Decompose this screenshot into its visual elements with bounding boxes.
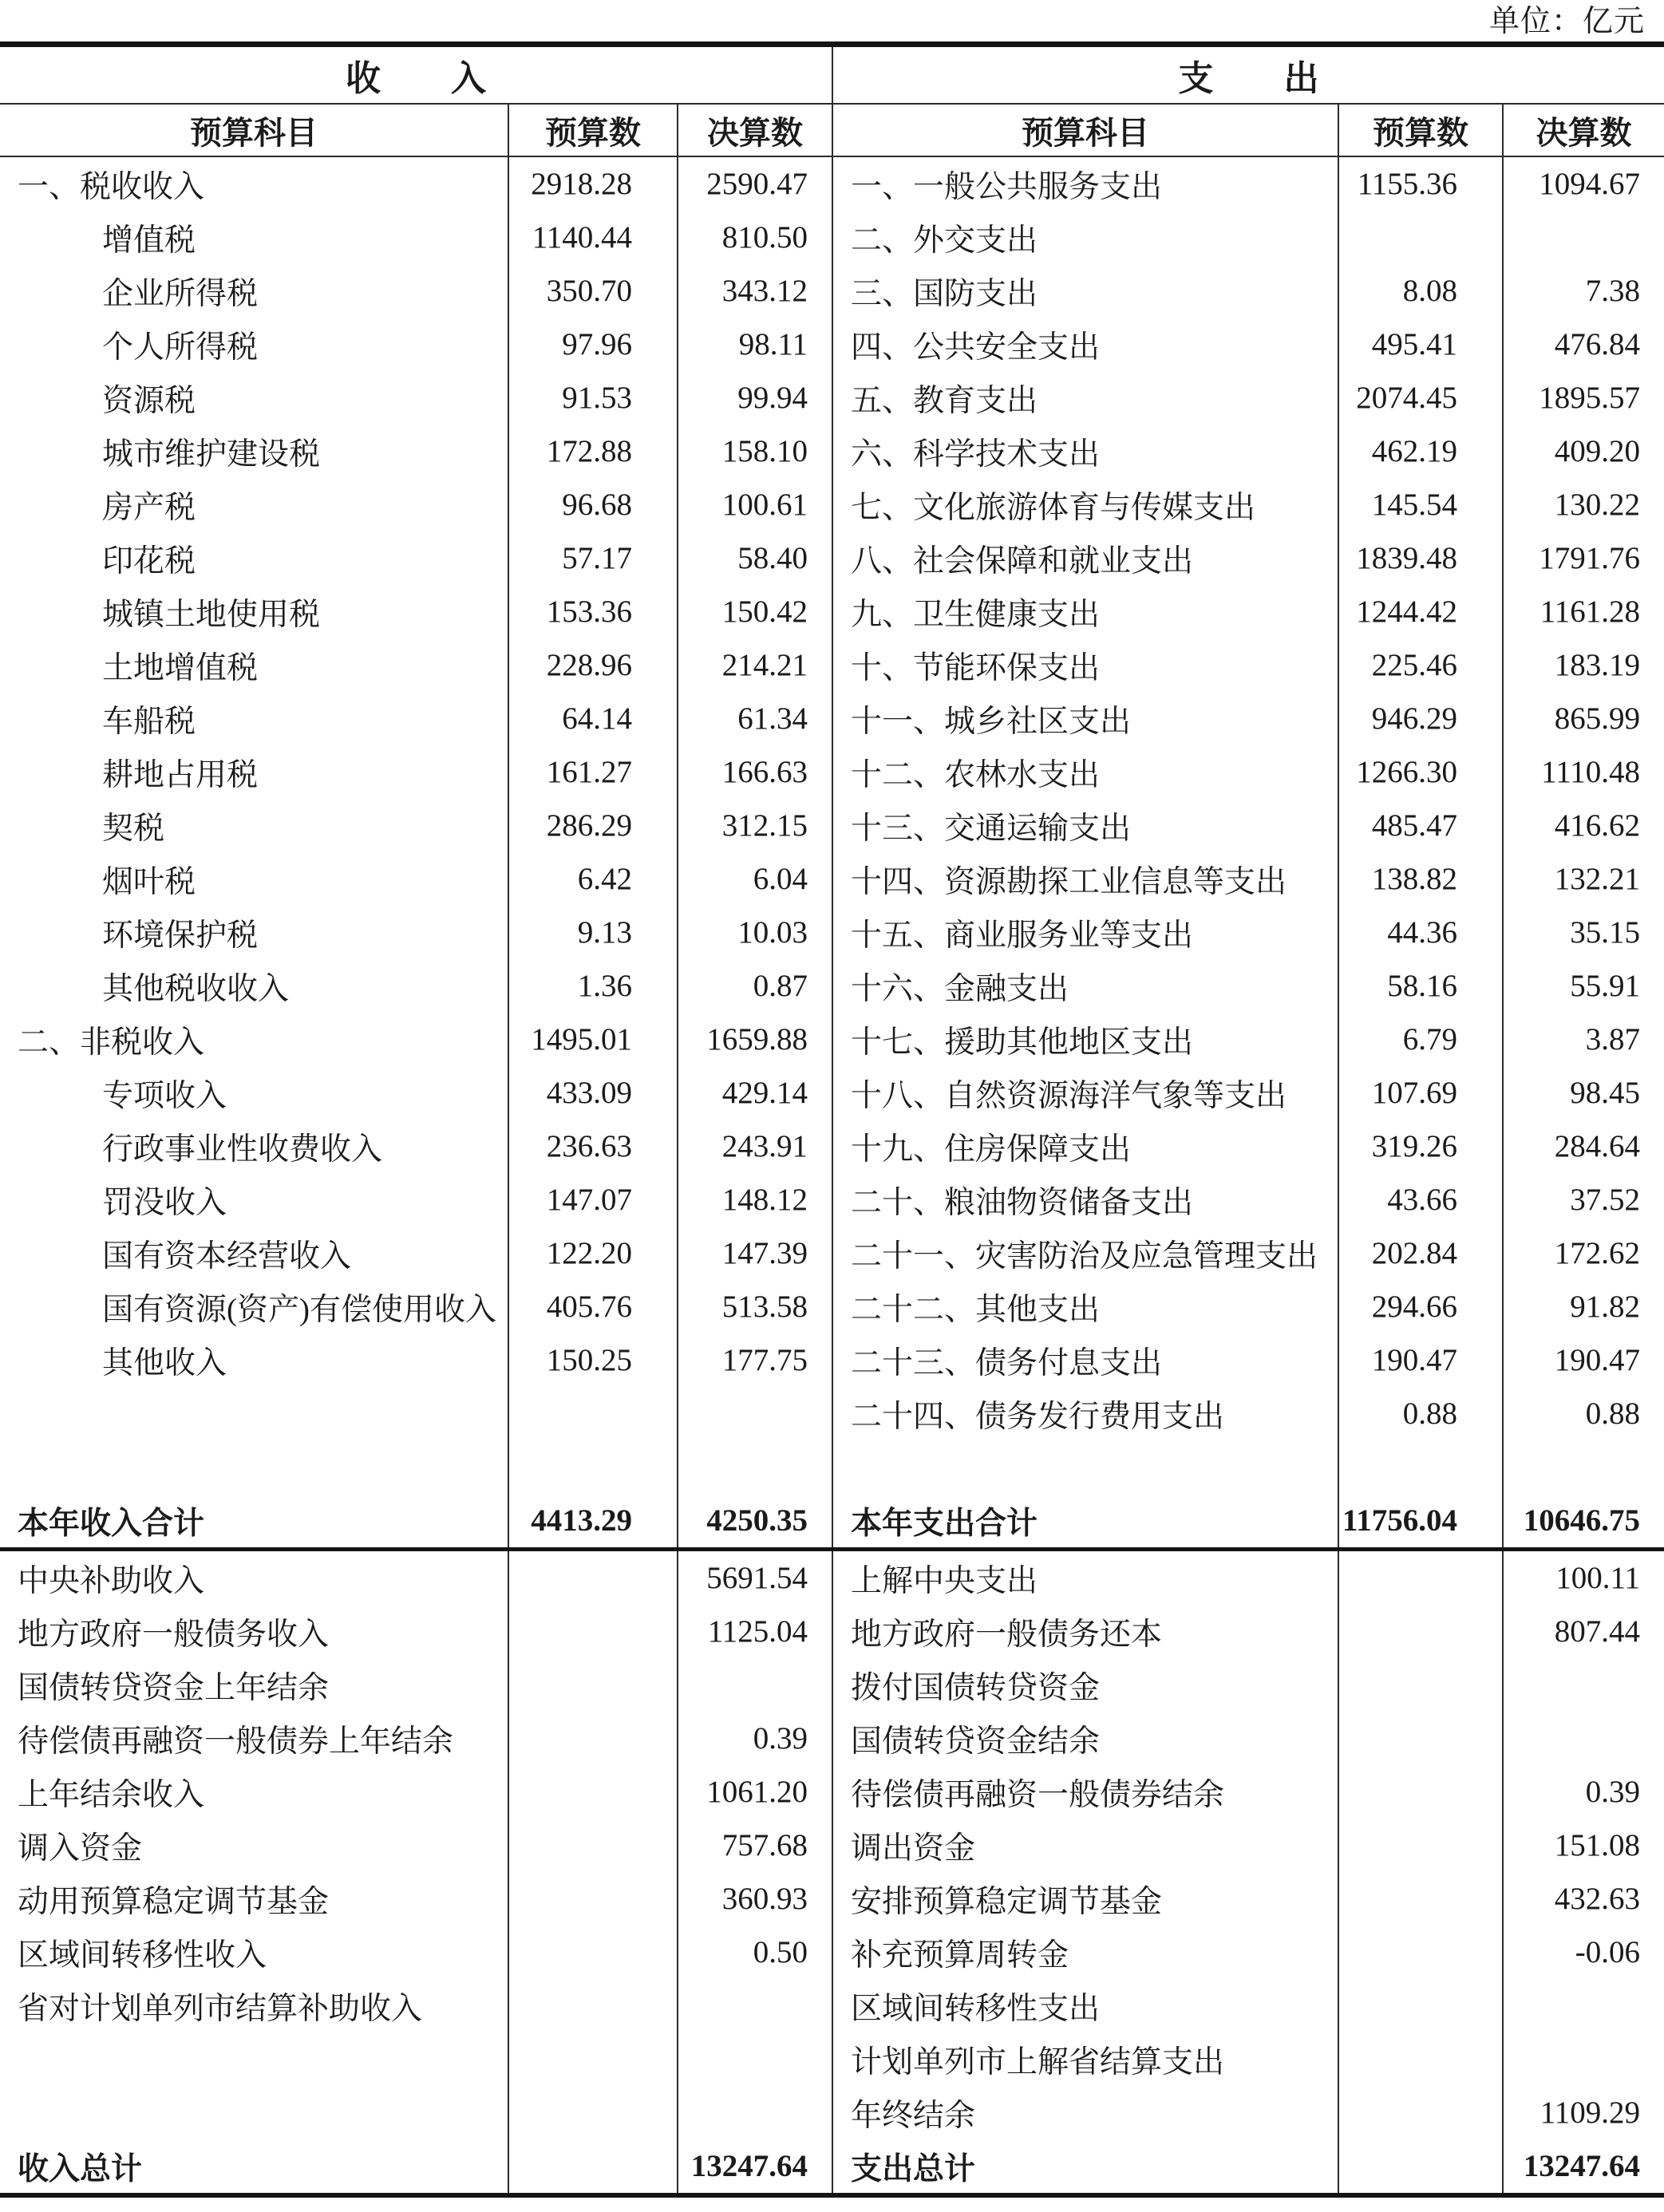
item-label-cell: 一、税收收入 <box>18 169 205 204</box>
final-value-cell: 1109.29 <box>1502 2086 1664 2139</box>
budget-value-cell: 495.41 <box>1338 318 1502 371</box>
final-value-cell: 190.47 <box>1502 1333 1664 1387</box>
table-row <box>0 1280 1664 1333</box>
item-label-cell: 二十、粮油物资储备支出 <box>832 1173 1338 1226</box>
final-value-cell: 98.11 <box>677 318 832 371</box>
budget-value-cell: 319.26 <box>1338 1120 1502 1173</box>
item-label-cell: 罚没收入 <box>102 1185 227 1220</box>
item-label-cell: 九、卫生健康支出 <box>832 585 1338 638</box>
budget-value-cell <box>1338 1979 1502 2032</box>
budget-value-cell <box>1338 1440 1502 1494</box>
income-final-column-header: 决算数 <box>677 105 832 156</box>
item-label-cell: 烟叶税 <box>102 864 196 899</box>
budget-value-cell: 1266.30 <box>1338 745 1502 799</box>
item-label-cell: 十七、援助其他地区支出 <box>832 1013 1338 1066</box>
budget-value-cell: 286.29 <box>508 799 677 852</box>
item-label-cell <box>0 2032 508 2086</box>
item-label-cell: 环境保护税 <box>102 918 259 953</box>
final-value-cell: 476.84 <box>1502 318 1664 371</box>
table-row <box>0 425 1664 478</box>
final-value-cell: 91.82 <box>1502 1280 1664 1333</box>
final-value-cell: 100.11 <box>1502 1551 1664 1605</box>
budget-value-cell <box>1338 2139 1502 2193</box>
table-row <box>0 2032 1664 2086</box>
item-label-cell: 专项收入 <box>102 1078 227 1113</box>
budget-value-cell: 294.66 <box>1338 1280 1502 1333</box>
item-label-cell: 五、教育支出 <box>832 371 1338 425</box>
item-label-cell: 其他收入 <box>102 1345 227 1381</box>
table-row <box>0 264 1664 318</box>
table-row <box>0 1926 1664 1979</box>
final-value-cell <box>1502 1440 1664 1494</box>
budget-value-cell <box>1338 2086 1502 2139</box>
item-label-cell: 二、外交支出 <box>832 211 1338 264</box>
final-value-cell: 865.99 <box>1502 692 1664 745</box>
item-label-cell: 中央补助收入 <box>18 1563 205 1598</box>
item-label-cell: 动用预算稳定调节基金 <box>18 1884 330 1919</box>
item-label-cell: 二十四、债务发行费用支出 <box>832 1387 1338 1440</box>
item-label-cell: 耕地占用税 <box>102 757 259 792</box>
item-label-cell: 二十二、其他支出 <box>832 1280 1338 1333</box>
item-label-cell: 地方政府一般债务收入 <box>18 1617 330 1652</box>
budget-value-cell: 462.19 <box>1338 425 1502 478</box>
budget-value-cell: 97.96 <box>508 318 677 371</box>
budget-value-cell: 0.88 <box>1338 1387 1502 1440</box>
budget-value-cell: 122.20 <box>508 1226 677 1280</box>
item-label-cell: 国债转贷资金上年结余 <box>18 1670 330 1705</box>
table-row <box>0 1605 1664 1658</box>
final-value-cell <box>677 2086 832 2139</box>
budget-value-cell: 44.36 <box>1338 906 1502 959</box>
budget-value-cell: 1140.44 <box>508 211 677 264</box>
table-row <box>0 1120 1664 1173</box>
final-value-cell: 13247.64 <box>1502 2139 1664 2193</box>
final-value-cell: 177.75 <box>677 1333 832 1387</box>
item-label-cell: 车船税 <box>102 704 196 739</box>
item-label-cell: 安排预算稳定调节基金 <box>832 1872 1338 1926</box>
budget-value-cell <box>508 1979 677 2032</box>
final-value-cell: 409.20 <box>1502 425 1664 478</box>
final-value-cell: 5691.54 <box>677 1551 832 1605</box>
item-label-cell: 城镇土地使用税 <box>102 597 321 632</box>
table-row <box>0 638 1664 692</box>
item-label-cell: 行政事业性收费收入 <box>102 1132 383 1167</box>
budget-value-cell: 150.25 <box>508 1333 677 1387</box>
budget-value-cell: 2074.45 <box>1338 371 1502 425</box>
item-label-cell: 地方政府一般债务还本 <box>832 1605 1338 1658</box>
item-label-cell: 印花税 <box>102 543 196 579</box>
section-title-row <box>0 47 1664 105</box>
budget-value-cell: 6.42 <box>508 852 677 906</box>
budget-value-cell <box>508 1551 677 1605</box>
item-label-cell: 二、非税收入 <box>18 1025 205 1060</box>
item-label-cell: 支出总计 <box>832 2139 1338 2193</box>
budget-value-cell <box>508 1872 677 1926</box>
final-value-cell <box>1502 1658 1664 1712</box>
budget-value-cell <box>508 1926 677 1979</box>
final-value-cell: 416.62 <box>1502 799 1664 852</box>
final-value-cell: 166.63 <box>677 745 832 799</box>
item-label-cell: 十、节能环保支出 <box>832 638 1338 692</box>
table-row <box>0 1551 1664 1605</box>
item-label-cell <box>0 2086 508 2139</box>
item-label-cell: 拨付国债转贷资金 <box>832 1658 1338 1712</box>
table-row <box>0 1712 1664 1765</box>
final-value-cell: 147.39 <box>677 1226 832 1280</box>
budget-value-cell <box>1338 1551 1502 1605</box>
budget-final-accounts-table <box>0 41 1664 2198</box>
item-label-cell <box>0 1440 508 1494</box>
table-row <box>0 531 1664 585</box>
item-label-cell: 七、文化旅游体育与传媒支出 <box>832 478 1338 531</box>
table-row <box>0 1979 1664 2032</box>
budget-value-cell: 228.96 <box>508 638 677 692</box>
final-value-cell: 0.39 <box>677 1712 832 1765</box>
budget-value-cell: 433.09 <box>508 1066 677 1120</box>
final-value-cell: 1110.48 <box>1502 745 1664 799</box>
final-value-cell: 432.63 <box>1502 1872 1664 1926</box>
budget-value-cell: 946.29 <box>1338 692 1502 745</box>
item-label-cell: 十六、金融支出 <box>832 959 1338 1013</box>
budget-value-cell: 190.47 <box>1338 1333 1502 1387</box>
final-value-cell: 172.62 <box>1502 1226 1664 1280</box>
item-label-cell: 本年支出合计 <box>832 1494 1338 1547</box>
final-value-cell: 35.15 <box>1502 906 1664 959</box>
budget-value-cell: 202.84 <box>1338 1226 1502 1280</box>
final-value-cell: 0.88 <box>1502 1387 1664 1440</box>
budget-value-cell: 350.70 <box>508 264 677 318</box>
table-row <box>0 1765 1664 1819</box>
table-row <box>0 1494 1664 1551</box>
table-row <box>0 799 1664 852</box>
table-row <box>0 1658 1664 1712</box>
final-value-cell: 150.42 <box>677 585 832 638</box>
budget-value-cell <box>1338 1605 1502 1658</box>
item-label-cell: 年终结余 <box>832 2086 1338 2139</box>
final-value-cell: 7.38 <box>1502 264 1664 318</box>
item-label-cell: 城市维护建设税 <box>102 436 321 472</box>
table-row <box>0 157 1664 211</box>
item-label-cell: 待偿债再融资一般债券上年结余 <box>18 1724 454 1759</box>
final-value-cell: 0.39 <box>1502 1765 1664 1819</box>
budget-value-cell <box>1338 1658 1502 1712</box>
budget-value-cell: 161.27 <box>508 745 677 799</box>
final-value-cell: 343.12 <box>677 264 832 318</box>
final-value-cell: 6.04 <box>677 852 832 906</box>
final-value-cell: 284.64 <box>1502 1120 1664 1173</box>
final-value-cell: 55.91 <box>1502 959 1664 1013</box>
table-row <box>0 1440 1664 1494</box>
table-row <box>0 959 1664 1013</box>
item-label-cell: 补充预算周转金 <box>832 1926 1338 1979</box>
item-label-cell: 调出资金 <box>832 1819 1338 1872</box>
final-value-cell: -0.06 <box>1502 1926 1664 1979</box>
table-row <box>0 906 1664 959</box>
budget-value-cell: 43.66 <box>1338 1173 1502 1226</box>
budget-value-cell: 153.36 <box>508 585 677 638</box>
final-value-cell <box>1502 211 1664 264</box>
final-value-cell: 214.21 <box>677 638 832 692</box>
item-label-cell: 区域间转移性收入 <box>18 1937 267 1973</box>
expenditure-budget-column-header: 预算数 <box>1338 105 1502 156</box>
budget-value-cell: 145.54 <box>1338 478 1502 531</box>
table-row <box>0 478 1664 531</box>
income-title: 收 入 <box>346 59 486 98</box>
final-value-cell <box>1502 1979 1664 2032</box>
final-value-cell: 1791.76 <box>1502 531 1664 585</box>
budget-value-cell: 147.07 <box>508 1173 677 1226</box>
item-label-cell: 十九、住房保障支出 <box>832 1120 1338 1173</box>
budget-value-cell <box>508 1712 677 1765</box>
final-value-cell: 312.15 <box>677 799 832 852</box>
final-value-cell: 513.58 <box>677 1280 832 1333</box>
budget-value-cell <box>1338 1765 1502 1819</box>
final-value-cell: 0.50 <box>677 1926 832 1979</box>
final-value-cell <box>677 1387 832 1440</box>
budget-value-cell <box>508 2086 677 2139</box>
table-row <box>0 371 1664 425</box>
final-value-cell <box>677 1658 832 1712</box>
column-header-row <box>0 105 1664 157</box>
final-value-cell: 99.94 <box>677 371 832 425</box>
budget-value-cell: 57.17 <box>508 531 677 585</box>
table-row <box>0 1226 1664 1280</box>
table-row <box>0 1333 1664 1387</box>
budget-value-cell: 96.68 <box>508 478 677 531</box>
budget-value-cell <box>1338 1926 1502 1979</box>
item-label-cell: 十二、农林水支出 <box>832 745 1338 799</box>
final-value-cell: 98.45 <box>1502 1066 1664 1120</box>
item-label-cell: 省对计划单列市结算补助收入 <box>18 1991 423 2026</box>
budget-value-cell: 1244.42 <box>1338 585 1502 638</box>
item-label-cell: 土地增值税 <box>102 650 259 685</box>
table-row <box>0 1819 1664 1872</box>
final-value-cell: 1161.28 <box>1502 585 1664 638</box>
item-label-cell: 计划单列市上解省结算支出 <box>832 2032 1338 2086</box>
final-value-cell: 132.21 <box>1502 852 1664 906</box>
budget-value-cell: 4413.29 <box>508 1494 677 1547</box>
budget-value-cell <box>508 1658 677 1712</box>
item-label-cell: 一、一般公共服务支出 <box>832 157 1338 211</box>
table-row <box>0 692 1664 745</box>
budget-value-cell <box>508 2032 677 2086</box>
budget-value-cell: 405.76 <box>508 1280 677 1333</box>
budget-value-cell <box>1338 1712 1502 1765</box>
table-row <box>0 1066 1664 1120</box>
table-row <box>0 1173 1664 1226</box>
final-value-cell: 37.52 <box>1502 1173 1664 1226</box>
item-label-cell: 十一、城乡社区支出 <box>832 692 1338 745</box>
final-value-cell: 360.93 <box>677 1872 832 1926</box>
final-value-cell: 429.14 <box>677 1066 832 1120</box>
budget-value-cell <box>1338 1819 1502 1872</box>
item-label-cell <box>832 1440 1338 1494</box>
final-value-cell: 151.08 <box>1502 1819 1664 1872</box>
expenditure-title: 支 出 <box>832 47 1664 103</box>
item-label-cell: 本年收入合计 <box>18 1506 205 1541</box>
item-label-cell <box>0 1387 508 1440</box>
item-label-cell: 二十三、债务付息支出 <box>832 1333 1338 1387</box>
budget-value-cell: 1155.36 <box>1338 157 1502 211</box>
item-label-cell: 区域间转移性支出 <box>832 1979 1338 2032</box>
table-row <box>0 1013 1664 1066</box>
table-body <box>0 157 1664 2193</box>
budget-value-cell: 225.46 <box>1338 638 1502 692</box>
item-label-cell: 上年结余收入 <box>18 1777 205 1812</box>
item-label-cell: 六、科学技术支出 <box>832 425 1338 478</box>
budget-value-cell: 9.13 <box>508 906 677 959</box>
item-label-cell: 国债转贷资金结余 <box>832 1712 1338 1765</box>
final-value-cell <box>677 1979 832 2032</box>
budget-value-cell <box>508 1605 677 1658</box>
final-value-cell: 58.40 <box>677 531 832 585</box>
budget-value-cell <box>508 1440 677 1494</box>
final-value-cell <box>677 1440 832 1494</box>
table-row <box>0 2086 1664 2139</box>
final-value-cell: 1659.88 <box>677 1013 832 1066</box>
table-row <box>0 211 1664 264</box>
item-label-cell: 个人所得税 <box>102 330 259 365</box>
item-label-cell: 十八、自然资源海洋气象等支出 <box>832 1066 1338 1120</box>
final-value-cell: 61.34 <box>677 692 832 745</box>
final-value-cell: 13247.64 <box>677 2139 832 2193</box>
item-label-cell: 四、公共安全支出 <box>832 318 1338 371</box>
budget-value-cell <box>1338 211 1502 264</box>
final-value-cell: 158.10 <box>677 425 832 478</box>
budget-value-cell <box>508 1819 677 1872</box>
budget-value-cell <box>1338 2032 1502 2086</box>
table-row <box>0 1872 1664 1926</box>
final-value-cell: 757.68 <box>677 1819 832 1872</box>
final-value-cell: 0.87 <box>677 959 832 1013</box>
item-label-cell: 十五、商业服务业等支出 <box>832 906 1338 959</box>
budget-value-cell: 2918.28 <box>508 157 677 211</box>
item-label-cell: 房产税 <box>102 490 196 525</box>
final-value-cell: 807.44 <box>1502 1605 1664 1658</box>
final-value-cell: 1895.57 <box>1502 371 1664 425</box>
item-label-cell: 三、国防支出 <box>832 264 1338 318</box>
budget-value-cell: 6.79 <box>1338 1013 1502 1066</box>
budget-value-cell: 1839.48 <box>1338 531 1502 585</box>
item-label-cell: 待偿债再融资一般债券结余 <box>832 1765 1338 1819</box>
item-label-cell: 十四、资源勘探工业信息等支出 <box>832 852 1338 906</box>
final-value-cell: 10.03 <box>677 906 832 959</box>
table-row <box>0 745 1664 799</box>
final-value-cell <box>1502 2032 1664 2086</box>
final-value-cell: 1125.04 <box>677 1605 832 1658</box>
budget-value-cell: 107.69 <box>1338 1066 1502 1120</box>
final-value-cell: 148.12 <box>677 1173 832 1226</box>
budget-value-cell: 172.88 <box>508 425 677 478</box>
budget-value-cell <box>508 1765 677 1819</box>
budget-value-cell: 8.08 <box>1338 264 1502 318</box>
final-value-cell: 810.50 <box>677 211 832 264</box>
budget-value-cell <box>508 2139 677 2193</box>
expenditure-final-column-header: 决算数 <box>1502 105 1664 156</box>
table-row <box>0 585 1664 638</box>
final-value-cell: 183.19 <box>1502 638 1664 692</box>
final-value-cell: 130.22 <box>1502 478 1664 531</box>
final-value-cell <box>1502 1712 1664 1765</box>
item-label-cell: 国有资源(资产)有偿使用收入 <box>102 1292 496 1327</box>
table-row <box>0 1387 1664 1440</box>
item-label-cell: 收入总计 <box>18 2151 143 2186</box>
final-value-cell: 10646.75 <box>1502 1494 1664 1547</box>
budget-value-cell: 1495.01 <box>508 1013 677 1066</box>
final-value-cell: 243.91 <box>677 1120 832 1173</box>
item-label-cell: 二十一、灾害防治及应急管理支出 <box>832 1226 1338 1280</box>
budget-value-cell: 91.53 <box>508 371 677 425</box>
item-label-cell: 上解中央支出 <box>832 1551 1338 1605</box>
item-label-cell: 增值税 <box>102 223 196 258</box>
final-value-cell: 2590.47 <box>677 157 832 211</box>
budget-value-cell: 58.16 <box>1338 959 1502 1013</box>
income-budget-column-header: 预算数 <box>508 105 677 156</box>
item-label-cell: 企业所得税 <box>102 276 259 311</box>
budget-value-cell: 1.36 <box>508 959 677 1013</box>
budget-value-cell <box>508 1387 677 1440</box>
budget-value-cell <box>1338 1872 1502 1926</box>
budget-value-cell: 64.14 <box>508 692 677 745</box>
item-label-cell: 调入资金 <box>18 1831 143 1866</box>
budget-value-cell: 138.82 <box>1338 852 1502 906</box>
budget-value-cell: 485.47 <box>1338 799 1502 852</box>
item-label-cell: 国有资本经营收入 <box>102 1238 352 1274</box>
table-row <box>0 2139 1664 2193</box>
final-value-cell: 3.87 <box>1502 1013 1664 1066</box>
unit-label: 单位：亿元 <box>1488 5 1645 38</box>
expenditure-item-column-header: 预算科目 <box>832 105 1338 156</box>
table-row <box>0 318 1664 371</box>
final-value-cell: 1094.67 <box>1502 157 1664 211</box>
final-value-cell: 100.61 <box>677 478 832 531</box>
final-value-cell: 1061.20 <box>677 1765 832 1819</box>
item-label-cell: 契税 <box>102 811 165 846</box>
item-label-cell: 资源税 <box>102 383 196 418</box>
item-label-cell: 其他税收收入 <box>102 971 290 1006</box>
table-row <box>0 852 1664 906</box>
item-label-cell: 八、社会保障和就业支出 <box>832 531 1338 585</box>
budget-value-cell: 11756.04 <box>1338 1494 1502 1547</box>
income-item-column-header: 预算科目 <box>190 114 318 151</box>
budget-value-cell: 236.63 <box>508 1120 677 1173</box>
item-label-cell: 十三、交通运输支出 <box>832 799 1338 852</box>
final-value-cell <box>677 2032 832 2086</box>
final-value-cell: 4250.35 <box>677 1494 832 1547</box>
